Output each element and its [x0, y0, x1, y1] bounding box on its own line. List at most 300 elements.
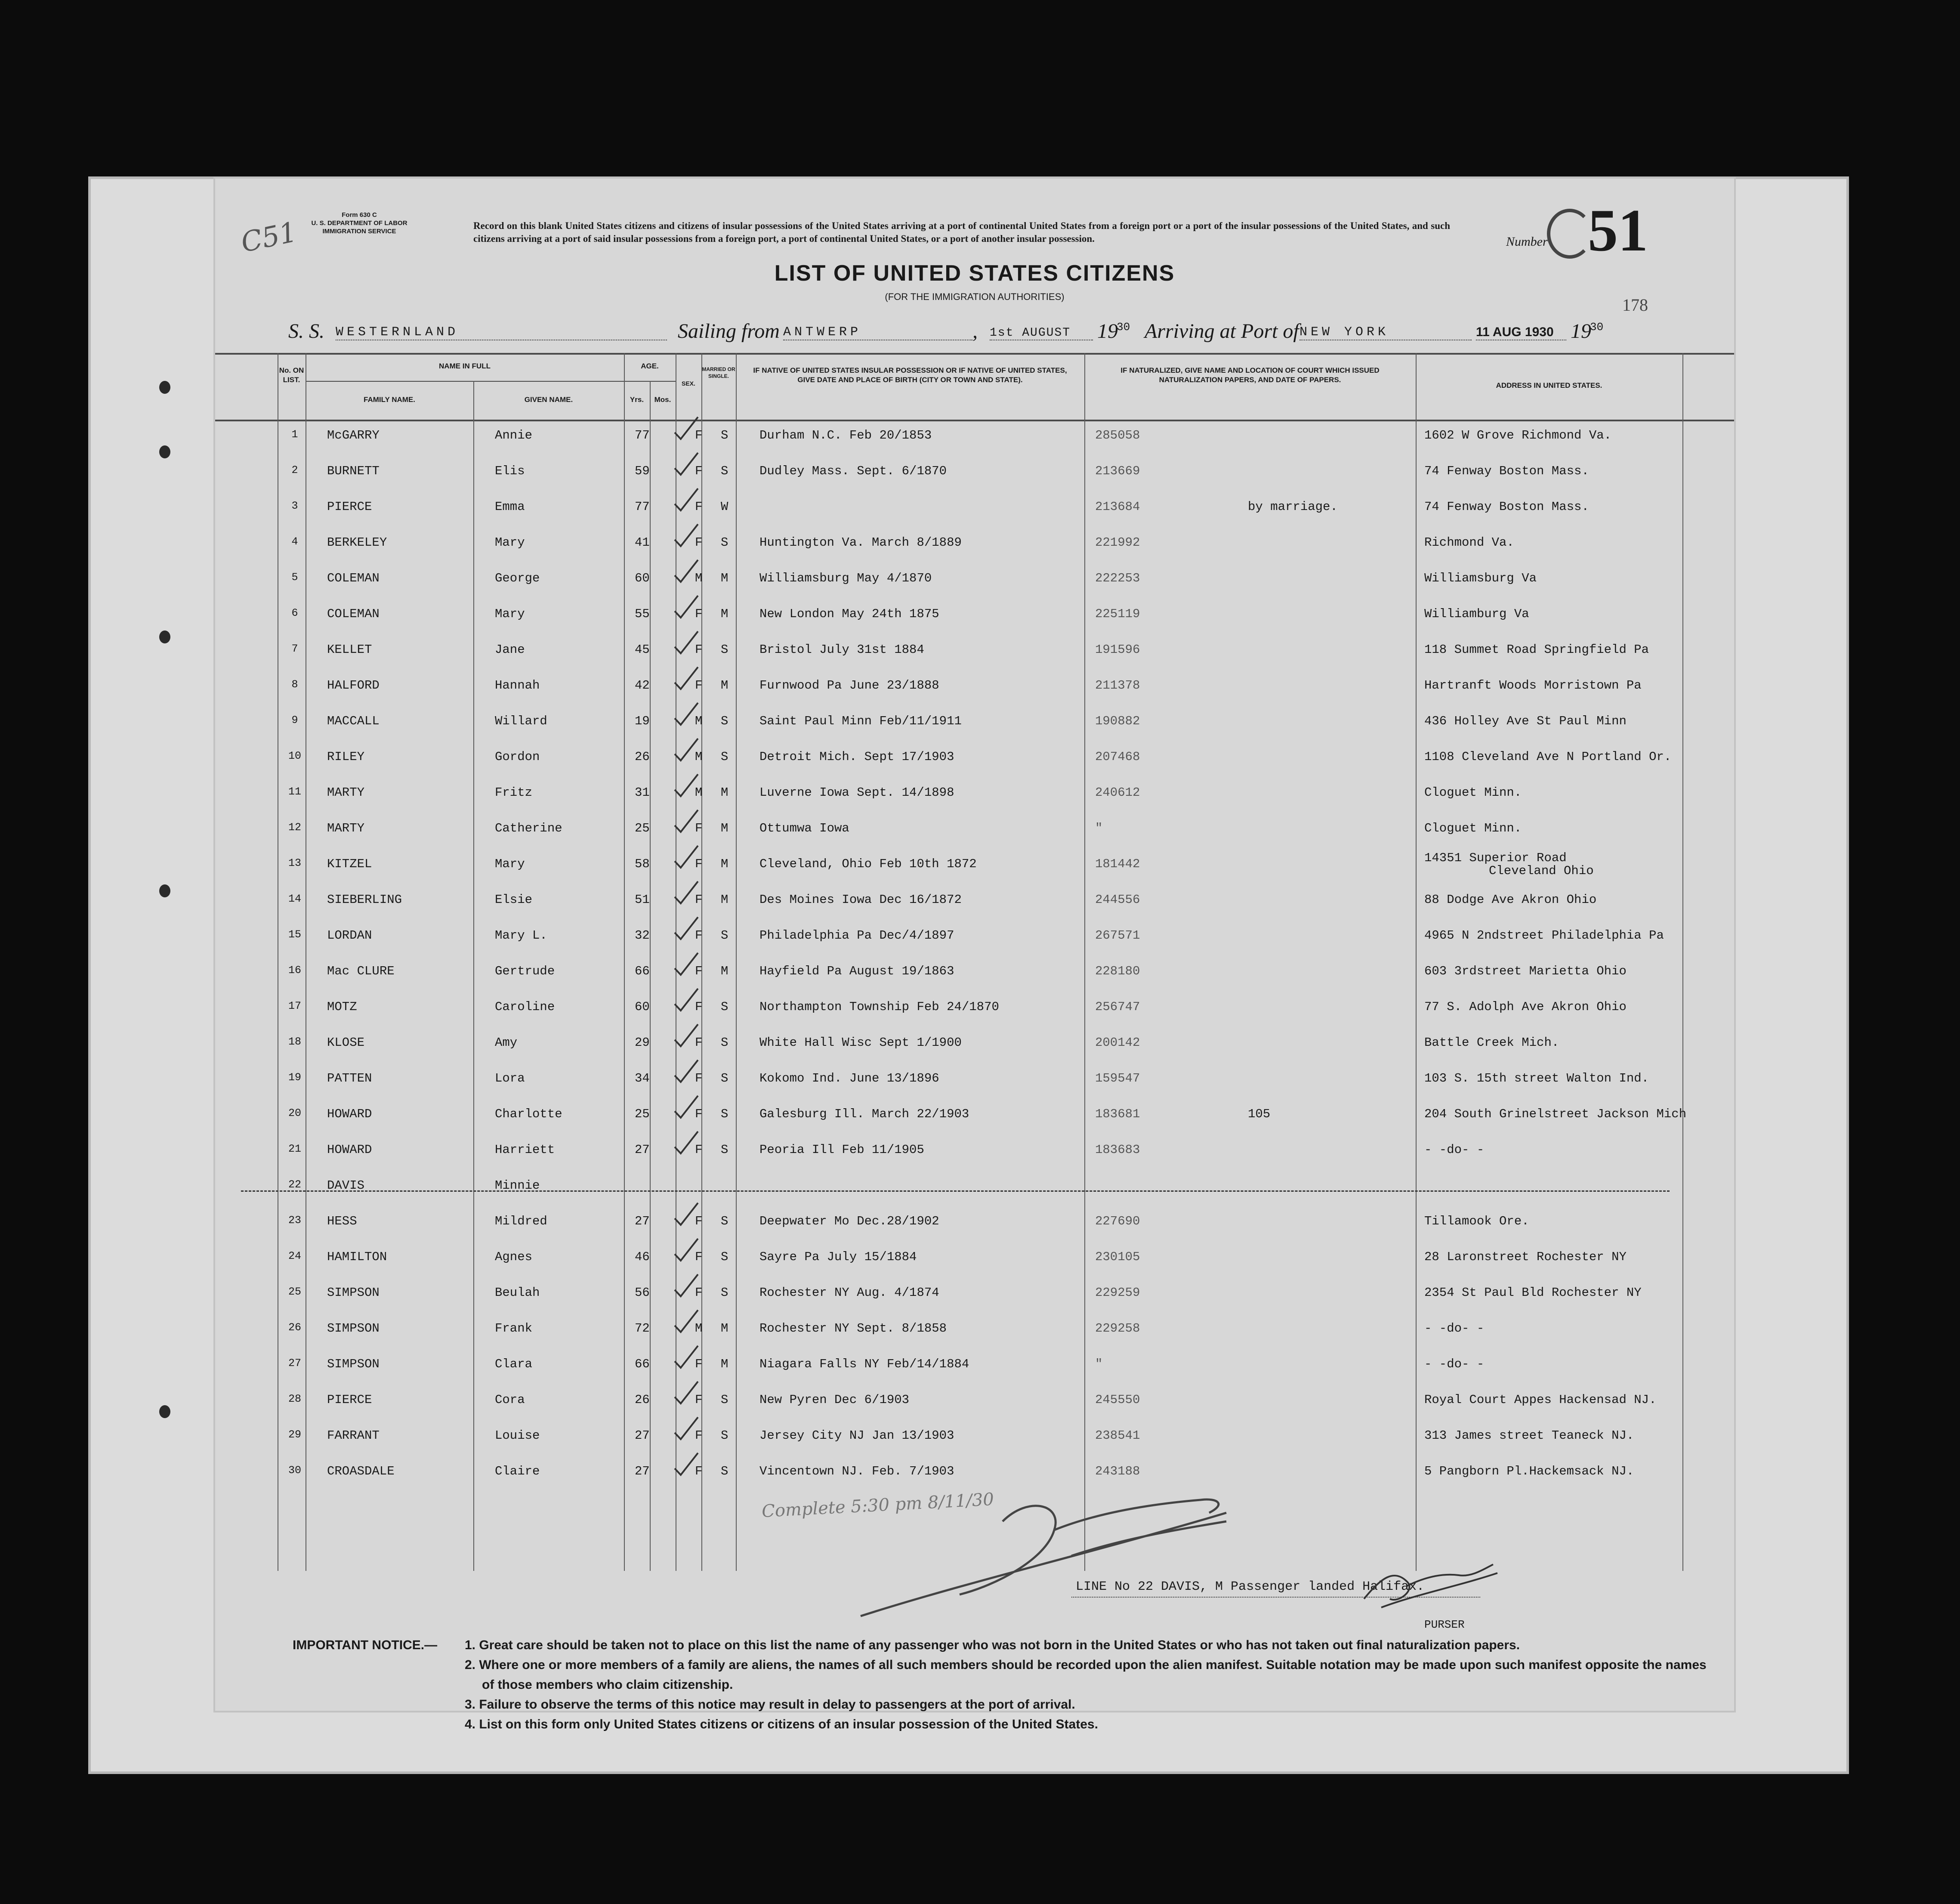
given-name: Willard	[495, 714, 547, 728]
row-number: 16	[288, 964, 301, 977]
family-name: MARTY	[327, 785, 365, 800]
family-name: RILEY	[327, 750, 365, 764]
marital-status: M	[721, 821, 728, 835]
sex: F	[695, 1428, 703, 1443]
notice-heading: IMPORTANT NOTICE.—	[293, 1638, 438, 1652]
naturalization-number: 267571	[1095, 928, 1140, 943]
table-row	[215, 1214, 1734, 1249]
ss-label: S. S.	[288, 320, 324, 343]
ship-name: WESTERNLAND	[336, 325, 667, 340]
departure-port: ANTWERP	[783, 325, 972, 340]
arrival-date-stamp: 11 AUG 1930	[1476, 325, 1566, 340]
us-address: - -do- -	[1424, 1321, 1485, 1335]
marital-status: S	[721, 1143, 728, 1157]
line-22-note-text: LINE No 22 DAVIS, M Passenger landed Halifax.	[1076, 1579, 1425, 1594]
check-mark-icon	[671, 487, 701, 513]
birth-place-date: Deepwater Mo Dec.28/1902	[759, 1214, 939, 1228]
arrival-port: NEW YORK	[1299, 325, 1472, 340]
table-row	[215, 535, 1734, 570]
family-name: CROASDALE	[327, 1464, 395, 1478]
us-address: Williamburg Va	[1424, 607, 1529, 621]
given-name: Gertrude	[495, 964, 555, 978]
col-header-address: ADDRESS IN UNITED STATES.	[1496, 381, 1602, 389]
table-row	[215, 750, 1734, 784]
col-header-birth: IF NATIVE OF UNITED STATES INSULAR POSSESSION OR IF NATIVE OF UNITED STATES, GIVE DATE AND PLACE OF BIRTH (CITY OR TOWN AND STATE).	[753, 366, 1067, 384]
marital-status: S	[721, 1464, 728, 1478]
row-number: 27	[288, 1357, 301, 1369]
birth-place-date: Kokomo Ind. June 13/1896	[759, 1071, 939, 1085]
punch-hole	[159, 445, 170, 458]
naturalization-number: 229259	[1095, 1286, 1140, 1300]
arriving-label: Arriving at Port of	[1145, 320, 1299, 343]
us-address: Richmond Va.	[1424, 535, 1514, 550]
age-years: 32	[635, 928, 650, 943]
row-number: 22	[288, 1178, 301, 1191]
family-name: COLEMAN	[327, 571, 380, 585]
department-name: U. S. DEPARTMENT OF LABOR	[311, 219, 407, 227]
sex: F	[695, 1393, 703, 1407]
marital-status: M	[721, 893, 728, 907]
table-row	[215, 607, 1734, 641]
table-row	[215, 500, 1734, 534]
check-mark-icon	[671, 773, 701, 798]
sailing-label: Sailing from	[678, 320, 780, 343]
naturalization-number: 190882	[1095, 714, 1140, 728]
family-name: FARRANT	[327, 1428, 380, 1443]
sex: F	[695, 928, 703, 943]
sailing-date: 1st AUGUST	[990, 326, 1093, 340]
birth-place-date: Furnwood Pa June 23/1888	[759, 678, 939, 692]
sail-year: 30	[1117, 321, 1130, 334]
naturalization-number: 285058	[1095, 428, 1140, 442]
given-name: Harriett	[495, 1143, 555, 1157]
birth-place-date: Durham N.C. Feb 20/1853	[759, 428, 932, 442]
us-address: Williamsburg Va	[1424, 571, 1537, 585]
given-name: Fritz	[495, 785, 533, 800]
us-address-line2: Cleveland Ohio	[1489, 864, 1594, 878]
birth-place-date: Saint Paul Minn Feb/11/1911	[759, 714, 962, 728]
family-name: HOWARD	[327, 1107, 372, 1121]
given-name: Catherine	[495, 821, 562, 835]
naturalization-number: 211378	[1095, 678, 1140, 692]
naturalization-number: 181442	[1095, 857, 1140, 871]
table-row	[215, 1286, 1734, 1320]
row-number: 21	[288, 1143, 301, 1155]
table-row	[215, 1107, 1734, 1141]
birth-place-date: White Hall Wisc Sept 1/1900	[759, 1035, 962, 1050]
col-header-mos: Mos.	[654, 396, 671, 404]
check-mark-icon	[671, 1201, 701, 1227]
number-label: Number	[1506, 235, 1548, 249]
marital-status: S	[721, 1428, 728, 1443]
family-name: SIMPSON	[327, 1357, 380, 1371]
check-mark-icon	[671, 1273, 701, 1298]
us-address: 103 S. 15th street Walton Ind.	[1424, 1071, 1649, 1085]
us-address: 14351 Superior Road	[1424, 851, 1567, 865]
family-name: MOTZ	[327, 1000, 357, 1014]
row-number: 8	[291, 678, 298, 691]
check-mark-icon	[671, 737, 701, 763]
birth-place-date: Dudley Mass. Sept. 6/1870	[759, 464, 947, 478]
us-address: Royal Court Appes Hackensad NJ.	[1424, 1393, 1657, 1407]
col-header-age: AGE.	[641, 362, 659, 370]
check-mark-icon	[671, 1094, 701, 1120]
birth-place-date: Ottumwa Iowa	[759, 821, 849, 835]
table-row	[215, 1321, 1734, 1356]
record-instructions: Record on this blank United States citizens and citizens of insular possessions of the United States arriving at a port of continental United States from a foreign port or a port of the insular possessions of the United States, and such citizens arriving at a port of said insular possessions from a foreign port, a port of continental United States, or a port of another insular possession.	[473, 220, 1450, 244]
marital-status: M	[721, 571, 728, 585]
table-row	[215, 1000, 1734, 1034]
check-mark-icon	[671, 951, 701, 977]
marital-status: S	[721, 1250, 728, 1264]
naturalization-number: 240612	[1095, 785, 1140, 800]
sex: F	[695, 964, 703, 978]
check-mark-icon	[671, 522, 701, 548]
completed-note: Complete 5:30 pm 8/11/30	[761, 1489, 994, 1522]
us-address: 1108 Cleveland Ave N Portland Or.	[1424, 750, 1672, 764]
given-name: Cora	[495, 1393, 525, 1407]
naturalization-number: 159547	[1095, 1071, 1140, 1085]
family-name: SIMPSON	[327, 1321, 380, 1335]
check-mark-icon	[671, 701, 701, 727]
age-years: 27	[635, 1214, 650, 1228]
row-number: 15	[288, 928, 301, 941]
sex: F	[695, 857, 703, 871]
naturalization-number: 213669	[1095, 464, 1140, 478]
naturalization-number: "	[1095, 1357, 1103, 1371]
table-row	[215, 851, 1734, 891]
family-name: HOWARD	[327, 1143, 372, 1157]
birth-place-date: Huntington Va. March 8/1889	[759, 535, 962, 550]
notice-item: 3. Failure to observe the terms of this notice may result in delay to passengers at the port of arrival.	[465, 1697, 1075, 1712]
check-mark-icon	[671, 451, 701, 477]
service-name: IMMIGRATION SERVICE	[322, 228, 396, 235]
table-row	[215, 571, 1734, 606]
us-address: 204 South Grinelstreet Jackson Mich	[1424, 1107, 1687, 1121]
notice-item: 1. Great care should be taken not to place on this list the name of any passenger who was not born in the United States or who has not taken out final naturalization papers.	[465, 1638, 1520, 1652]
manifest-page	[215, 179, 1734, 1731]
punch-hole	[159, 884, 170, 897]
us-address: Cloguet Minn.	[1424, 785, 1522, 800]
sex: F	[695, 821, 703, 835]
age-years: 25	[635, 1107, 650, 1121]
naturalization-number: 222253	[1095, 571, 1140, 585]
age-years: 42	[635, 678, 650, 692]
family-name: BURNETT	[327, 464, 380, 478]
manifest-table	[215, 353, 1734, 1571]
check-mark-icon	[671, 665, 701, 691]
sex: F	[695, 1250, 703, 1264]
row-number: 26	[288, 1321, 301, 1334]
table-row	[215, 1035, 1734, 1070]
age-years: 77	[635, 428, 650, 442]
row-number: 19	[288, 1071, 301, 1084]
family-name: KITZEL	[327, 857, 372, 871]
marital-status: M	[721, 785, 728, 800]
given-name: Lora	[495, 1071, 525, 1085]
check-mark-icon	[671, 844, 701, 870]
birth-place-date: Galesburg Ill. March 22/1903	[759, 1107, 969, 1121]
marital-status: S	[721, 1035, 728, 1050]
age-years: 56	[635, 1286, 650, 1300]
col-header-no: No. ON LIST.	[279, 366, 304, 384]
given-name: Minnie	[495, 1178, 540, 1193]
given-name: Charlotte	[495, 1107, 562, 1121]
family-name: MARTY	[327, 821, 365, 835]
form-header	[290, 211, 428, 235]
marital-status: M	[721, 607, 728, 621]
col-header-sex: SEX.	[682, 380, 695, 387]
birth-place-date: Luverne Iowa Sept. 14/1898	[759, 785, 954, 800]
row-number: 7	[291, 643, 298, 655]
row-number: 24	[288, 1250, 301, 1262]
sex: M	[695, 1321, 703, 1335]
us-address: 74 Fenway Boston Mass.	[1424, 500, 1589, 514]
birth-place-date: Cleveland, Ohio Feb 10th 1872	[759, 857, 977, 871]
marital-status: S	[721, 714, 728, 728]
sex: F	[695, 893, 703, 907]
table-row	[215, 464, 1734, 498]
birth-place-date: Williamsburg May 4/1870	[759, 571, 932, 585]
family-name: SIEBERLING	[327, 893, 402, 907]
given-name: Mary	[495, 607, 525, 621]
row-number: 9	[291, 714, 298, 726]
marital-status: S	[721, 1000, 728, 1014]
sex: F	[695, 464, 703, 478]
row-number: 5	[291, 571, 298, 584]
marital-status: S	[721, 428, 728, 442]
birth-place-date: Niagara Falls NY Feb/14/1884	[759, 1357, 969, 1371]
table-row	[215, 821, 1734, 856]
sex: M	[695, 785, 703, 800]
us-address: 28 Laronstreet Rochester NY	[1424, 1250, 1627, 1264]
marital-status: M	[721, 1321, 728, 1335]
sex: M	[695, 750, 703, 764]
naturalization-number: 256747	[1095, 1000, 1140, 1014]
naturalization-number: "	[1095, 821, 1103, 835]
naturalization-number: 183681	[1095, 1107, 1140, 1121]
birth-place-date: Hayfield Pa August 19/1863	[759, 964, 954, 978]
family-name: BERKELEY	[327, 535, 387, 550]
check-mark-icon	[671, 1237, 701, 1263]
birth-place-date: Peoria Ill Feb 11/1905	[759, 1143, 924, 1157]
marital-status: S	[721, 1214, 728, 1228]
purser-label: PURSER	[1424, 1618, 1465, 1631]
row-number: 17	[288, 1000, 301, 1012]
family-name: KLOSE	[327, 1035, 365, 1050]
check-mark-icon	[671, 1416, 701, 1441]
age-years: 27	[635, 1143, 650, 1157]
sex: F	[695, 1214, 703, 1228]
marital-status: M	[721, 857, 728, 871]
us-address: 74 Fenway Boston Mass.	[1424, 464, 1589, 478]
family-name: PIERCE	[327, 500, 372, 514]
age-years: 46	[635, 1250, 650, 1264]
row-number: 3	[291, 500, 298, 512]
marital-status: S	[721, 928, 728, 943]
birth-place-date: Philadelphia Pa Dec/4/1897	[759, 928, 954, 943]
us-address: - -do- -	[1424, 1357, 1485, 1371]
check-mark-icon	[671, 1451, 701, 1477]
us-address: - -do- -	[1424, 1143, 1485, 1157]
naturalization-number: 228180	[1095, 964, 1140, 978]
naturalization-number: 213684	[1095, 500, 1140, 514]
naturalization-number: 191596	[1095, 643, 1140, 657]
family-name: LORDAN	[327, 928, 372, 943]
birth-place-date: New Pyren Dec 6/1903	[759, 1393, 910, 1407]
age-years: 29	[635, 1035, 650, 1050]
check-mark-icon	[671, 1308, 701, 1334]
table-row	[215, 1071, 1734, 1106]
table-row	[215, 1250, 1734, 1284]
row-number: 10	[288, 750, 301, 762]
check-mark-icon	[671, 1130, 701, 1156]
table-row	[215, 1143, 1734, 1177]
col-header-given: GIVEN NAME.	[524, 396, 573, 404]
given-name: Annie	[495, 428, 533, 442]
us-address: 603 3rdstreet Marietta Ohio	[1424, 964, 1627, 978]
age-years: 55	[635, 607, 650, 621]
notice-item: 2. Where one or more members of a family are aliens, the names of all such members should be recorded upon the alien manifest. Suitable notation may be made upon such manifest opposite the names of those members who claim citizenship.	[465, 1658, 1707, 1692]
given-name: Hannah	[495, 678, 540, 692]
naturalization-number: 221992	[1095, 535, 1140, 550]
age-years: 26	[635, 750, 650, 764]
given-name: Elsie	[495, 893, 533, 907]
sex: F	[695, 678, 703, 692]
check-mark-icon	[671, 1344, 701, 1370]
sex: F	[695, 1000, 703, 1014]
punch-hole	[159, 381, 170, 394]
family-name: HALFORD	[327, 678, 380, 692]
age-years: 51	[635, 893, 650, 907]
row-number: 28	[288, 1393, 301, 1405]
sex: M	[695, 571, 703, 585]
us-address: Battle Creek Mich.	[1424, 1035, 1559, 1050]
us-address: 118 Summet Road Springfield Pa	[1424, 643, 1649, 657]
family-name: Mac CLURE	[327, 964, 395, 978]
row-number: 23	[288, 1214, 301, 1227]
table-row	[215, 928, 1734, 963]
marital-status: S	[721, 1286, 728, 1300]
age-years: 41	[635, 535, 650, 550]
given-name: Gordon	[495, 750, 540, 764]
notice-item: 4. List on this form only United States citizens or citizens of an insular possession of the United States.	[465, 1717, 1098, 1731]
sex: F	[695, 1464, 703, 1478]
row-number: 6	[291, 607, 298, 619]
handwritten-mark: C51	[238, 216, 300, 259]
family-name: HAMILTON	[327, 1250, 387, 1264]
table-row	[215, 1428, 1734, 1463]
us-address: Hartranft Woods Morristown Pa	[1424, 678, 1642, 692]
birth-place-date: Bristol July 31st 1884	[759, 643, 924, 657]
given-name: Agnes	[495, 1250, 533, 1264]
row-number: 25	[288, 1286, 301, 1298]
marital-status: M	[721, 678, 728, 692]
us-address: 77 S. Adolph Ave Akron Ohio	[1424, 1000, 1627, 1014]
row-number: 4	[291, 535, 298, 548]
sex: F	[695, 1357, 703, 1371]
naturalization-number: 207468	[1095, 750, 1140, 764]
table-row	[215, 428, 1734, 463]
age-years: 31	[635, 785, 650, 800]
check-mark-icon	[671, 1058, 701, 1084]
table-row	[215, 1178, 1734, 1213]
age-years: 34	[635, 1071, 650, 1085]
family-name: MACCALL	[327, 714, 380, 728]
birth-place-date: Rochester NY Aug. 4/1874	[759, 1286, 939, 1300]
given-name: Amy	[495, 1035, 518, 1050]
check-mark-icon	[671, 915, 701, 941]
col-header-naturalized: IF NATURALIZED, GIVE NAME AND LOCATION OF COURT WHICH ISSUED NATURALIZATION PAPERS, AND DATE OF PAPERS.	[1120, 366, 1380, 384]
check-mark-icon	[671, 630, 701, 655]
punch-hole	[159, 1405, 170, 1418]
sex: M	[695, 714, 703, 728]
table-row	[215, 1357, 1734, 1391]
age-years: 66	[635, 1357, 650, 1371]
us-address: Cloguet Minn.	[1424, 821, 1522, 835]
sex: F	[695, 428, 703, 442]
marital-status: S	[721, 1393, 728, 1407]
marital-status: S	[721, 464, 728, 478]
naturalization-number: 227690	[1095, 1214, 1140, 1228]
table-row	[215, 893, 1734, 927]
row-number: 13	[288, 857, 301, 869]
age-years: 45	[635, 643, 650, 657]
age-years: 59	[635, 464, 650, 478]
purser-signature	[1355, 1560, 1502, 1616]
age-years: 72	[635, 1321, 650, 1335]
sex: F	[695, 1143, 703, 1157]
birth-place-date: Jersey City NJ Jan 13/1903	[759, 1428, 954, 1443]
table-row	[215, 1393, 1734, 1427]
check-mark-icon	[671, 415, 701, 441]
check-mark-icon	[671, 808, 701, 834]
given-name: Mary	[495, 857, 525, 871]
birth-place-date: Des Moines Iowa Dec 16/1872	[759, 893, 962, 907]
family-name: McGARRY	[327, 428, 380, 442]
age-years: 60	[635, 571, 650, 585]
row-number: 14	[288, 893, 301, 905]
birth-place-date: New London May 24th 1875	[759, 607, 939, 621]
list-number: 51	[1588, 197, 1648, 264]
table-row	[215, 964, 1734, 998]
marital-status: S	[721, 1071, 728, 1085]
us-address: 313 James street Teaneck NJ.	[1424, 1428, 1634, 1443]
marital-status: S	[721, 643, 728, 657]
age-years: 58	[635, 857, 650, 871]
family-name: DAVIS	[327, 1178, 365, 1193]
birth-place-date: Detroit Mich. Sept 17/1903	[759, 750, 954, 764]
col-header-name: NAME IN FULL	[439, 362, 491, 370]
sex: F	[695, 535, 703, 550]
struck-line	[241, 1190, 1670, 1192]
check-mark-icon	[671, 987, 701, 1013]
page-stamp: 178	[1622, 295, 1648, 315]
row-number: 1	[291, 428, 298, 441]
us-address: 436 Holley Ave St Paul Minn	[1424, 714, 1627, 728]
age-years: 60	[635, 1000, 650, 1014]
number-prefix-mark	[1547, 209, 1593, 259]
naturalization-note: 105	[1248, 1107, 1271, 1121]
birth-place-date: Rochester NY Sept. 8/1858	[759, 1321, 947, 1335]
given-name: Claire	[495, 1464, 540, 1478]
age-years: 27	[635, 1464, 650, 1478]
naturalization-number: 225119	[1095, 607, 1140, 621]
age-years: 66	[635, 964, 650, 978]
given-name: Elis	[495, 464, 525, 478]
row-number: 20	[288, 1107, 301, 1119]
age-years: 19	[635, 714, 650, 728]
